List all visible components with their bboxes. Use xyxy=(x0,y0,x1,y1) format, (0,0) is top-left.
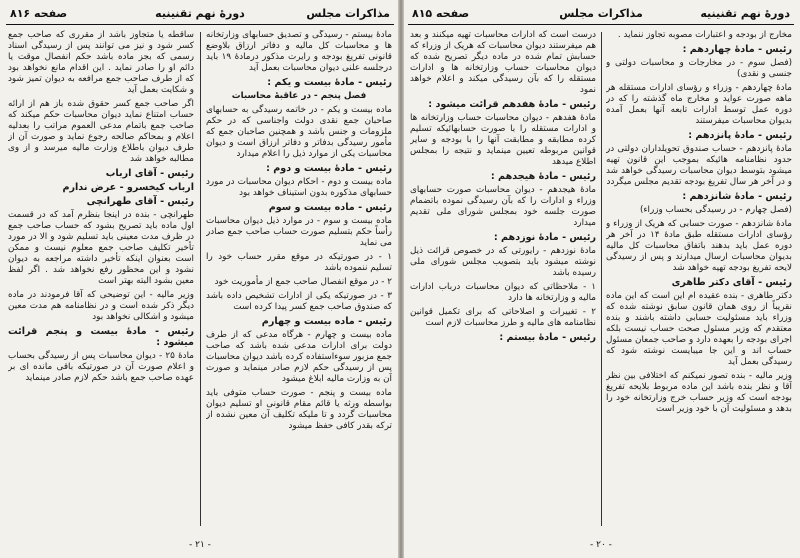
page-footer-number: - ۲۱ - xyxy=(189,540,211,550)
paragraph: ماده بیست و یکم - در خاتمه رسیدگی به حسابهای صاحبان جمع نقدی دولت واجناسی که در حکم ملزومات و جنس باشد و همچنین صاحبان جمع که مأمور رسیدگی بدفاتر و دفاتر ارزاق است و دیوان محاسبات یکی از موارد ذیل را اعلام میدارد xyxy=(206,105,392,159)
speaker-label: رئیس - مادهٔ چهاردهم : xyxy=(682,44,792,55)
paragraph: مادهٔ چهاردهم - وزراء و رؤسای ادارات مستقله هر ماهه صورت عواید و مخارج ماه گذشته را که در دوره عمل توسط ادارات تابعه آنها بعمل آمده بدیوان محاسبات میفرستند xyxy=(606,83,792,126)
header-page-number: صفحه ۸۱۶ xyxy=(10,7,68,20)
column-divider xyxy=(601,32,602,526)
speaker-label: رئیس - آقای طهرانچی xyxy=(86,196,194,207)
paragraph: ۱ - ملاحظاتی که دیوان محاسبات درباب ادارات مالیه و وزارتخانه ها دارد xyxy=(410,282,596,303)
speaker-label: رئیس - آقای ارباب xyxy=(105,168,194,179)
speaker-label: رئیس - مادهٔ پانزدهم : xyxy=(688,130,792,141)
header-page-number: صفحه ۸۱۵ xyxy=(412,7,470,20)
header-title: مذاکرات مجلس xyxy=(559,7,643,20)
paragraph: ماده بیست و پنجم - صورت حساب متوفی باید بواسطه ورثه یا قائم مقام قانونی او تسلیم دیوان محاسبات گردد و تا ملیکه تکلیف آن معین نشده از ترکه بقدر کافی حفظ میشود xyxy=(206,388,392,431)
left-page xyxy=(6,6,394,554)
book-spine xyxy=(398,0,404,558)
paragraph: ۳ - در صورتیکه یکی از ادارات تشخیص داده باشد که صندوق صاحب جمع کسر پیدا کرده است xyxy=(206,291,392,312)
paragraph: مادهٔ هفدهم - دیوان محاسبات حساب وزارتخانه ها و ادارات مستقله را با صورت حسابهائیکه تسلیم کرده مطابقه و مطابقت آنها را با بودجه و سایر قوانین مربوطه تعیین مینماید و نتیجه را بمجلس اطلاع میدهد xyxy=(410,113,596,167)
speaker-label: رئیس - آقای دکتر طاهری xyxy=(671,277,792,288)
paragraph: دکتر طاهری - بنده عقیده ام این است که این ماده نقریباً از روی همان قانون سابق نوشته شده که وزراء باید مسئولیت حسابی داشته باشند و بنده معتقدم که وزیر مسئول صحت حساب نیست بلکه اجرای بودجه را بعهده دارد و صاحب جمعان مسئول حساب اند و این جا میبایست نوشته شود که رسیدگی بعمل آید xyxy=(606,291,792,367)
page-header xyxy=(408,6,794,25)
column-left xyxy=(8,30,194,528)
right-page xyxy=(408,6,794,554)
speaker-label: رئیس - مادهٔ بیست و یکم : xyxy=(267,77,392,88)
paragraph: مادهٔ نوزدهم - رایورتی که در خصوص قرائت ذیل نوشته میشود باید بتصویب مجلس شورای ملی رسیده باشد xyxy=(410,246,596,278)
speaker-label: رئیس - مادهٔ شانزدهم : xyxy=(682,191,792,202)
column-right xyxy=(206,30,392,528)
paragraph: مادهٔ شانزدهم - صورت حسابی که هریک از وزراء و رؤسای ادارات مستقله طبق مادهٔ ۱۴ در آخر هر دوره عمل باید بدهند باتفاق محاسبات کل مالیه بدیوان محاسبات ارسال میدارند و پس از رسیدگی لایحه تفریغ بودجه تهیه خواهد شد xyxy=(606,219,792,273)
paragraph: مادهٔ بیستم - رسیدگی و تصدیق حسابهای وزارتخانه ها و محاسبات کل مالیه و دفاتر ارزاق بلاوضع قانونی تفریغ بودجه و رایرت مذکور درمادهٔ ۱۹ باید درجلسه علنی دیوان محاسبات بعمل آید xyxy=(206,30,392,73)
paragraph: ۲ - در موقع انفصال صاحب جمع از مأموریت خود xyxy=(214,277,392,287)
paragraph: مادهٔ پانزدهم - حساب صندوق تحویلداران دولتی در حدود نظامنامه هائیکه بموجب این قانون تهیه میشود بتوسط دیوان محاسبات رسیدگی خواهد شد و در آخر هر سال تفریغ بودجه تقدیم مجلس میگردد xyxy=(606,144,792,187)
header-session: دورهٔ نهم تقنینیه xyxy=(155,7,245,20)
speaker-label: رئیس - مادهٔ هفدهم قرائت میشود : xyxy=(428,99,596,110)
paragraph: ساقطه یا متجاوز باشد از مقرری که صاحب جمع کسر شود و نیز می توانند پس از رسیدگی اسناد رسمی که بجز ماده باشد حکم انفصال موقت یا دائم او را صادر نماید . این اقدام مانع نخواهد بود که از طرف صاحب جمع مرافعه به دیوان تمیز شود و شکایت بعمل آید xyxy=(8,30,194,95)
speaker-label: ارباب کیخسرو - عرض ندارم xyxy=(62,182,194,193)
paragraph: طهرانچی - بنده در اینجا بنظرم آمد که در قسمت اول ماده باید تصریح بشود که حساب صاحب جمع در ظرف مدت معینی باید تسلیم شود و الا در مورد تأخیر تکلیف صاحب جمع معلوم نیست و ممکن است بعنوان اینکه تأخیر داشته مراجعه به دیوان نشود و این محظور رفع نخواهد شد . اگر لفظ معین بشود البته بهتر است xyxy=(8,210,194,286)
column-divider xyxy=(200,32,201,526)
speaker-label: رئیس - مادهٔ نوزدهم : xyxy=(493,232,596,243)
header-title: مذاکرات مجلس xyxy=(306,7,390,20)
text-columns xyxy=(408,30,794,528)
paragraph: ۲ - تغییرات و اصلاحاتی که برای تکمیل قوانین نظامنامه های مالیه و طرز محاسبات لازم است xyxy=(410,307,596,328)
paragraph: وزیر مالیه - این توضیحی که آقا فرمودند در ماده دیگر ذکر شده است و در نظامنامه هم مدت معین میشود و اشکالی نخواهد بود xyxy=(8,290,194,322)
paragraph: اگر صاحب جمع کسر حقوق شده باز هم از ارائه حساب امتناع نماید دیوان محاسبات حکم میکند که صاحب جمع باتمام مدعی العموم مراتب را بعدلیه اعلام و بمحاکم صالحه رجوع نماید و صورت آن از طرف دیوان باطلاع وزارت مالیه میرسد و از وی مطالبه خواهد شد xyxy=(8,99,194,164)
text-columns xyxy=(6,30,394,528)
column-right xyxy=(606,30,792,528)
speaker-label: رئیس - مادهٔ بیست و پنجم قرائت میشود : xyxy=(8,326,194,348)
speaker-label: رئیس - ماده بیست و سوم xyxy=(268,202,392,213)
speaker-label: رئیس - مادهٔ بیستم : xyxy=(499,332,596,343)
paragraph: درست است که ادارات محاسبات تهیه میکنند و بعد هم میفرستند دیوان محاسبات که هریک از وزراء که حسابش تمام شده در ماده دیگر تصریح شده که دیوان محاسبات حساب وزارتخانه ها و ادارات مستقله را که بآن رسیدگی میکند و اعلام خواهد نمود xyxy=(410,30,596,95)
paragraph: ماده بیست و چهارم - هرگاه مدعی که از طرف دولت برای ادارات مدعی شده باشد که صاحب جمع مزبور سوءاستفاده کرده باشد دیوان محاسبات پس از رسیدگی حکم لازم صادر مینماید و صورت آن به وزارت مالیه ابلاغ میشود xyxy=(206,330,392,384)
paragraph: مادهٔ ۲۵ - دیوان محاسبات پس از رسیدگی بحساب و اعلام صورت آن در صورتیکه باقی مانده ای بر عهده صاحب جمع باشد حکم لازم صادر مینماید xyxy=(8,351,194,383)
paragraph: مادهٔ هیجدهم - دیوان محاسبات صورت حسابهای وزراء و ادارات را که بآن رسیدگی نموده باتضمام صورت جلسه خود بمجلس شورای ملی تقدیم میدارد xyxy=(410,185,596,228)
column-left xyxy=(410,30,596,528)
page-header xyxy=(6,6,394,25)
paragraph: مخارج از بودجه و اعتبارات مصوبه تجاوز ننماید . xyxy=(617,30,792,40)
paragraph: (فصل چهارم - در رسیدگی بحساب وزراء) xyxy=(639,205,792,215)
paragraph: وزیر مالیه - بنده تصور نمیکنم که اختلافی بین نظر آقا و نظر بنده باشد این ماده مربوط بلایحه تفریغ بودجه است که وزیر حساب خرج وزارتخانه خود را بدهد و مسئولیت آن با خود وزیر است xyxy=(606,371,792,414)
speaker-label: رئیس - مادهٔ هیجدهم : xyxy=(490,171,596,182)
paragraph: (فصل سوم - در مخارجات و محاسبات دولتی و جنسی و نقدی) xyxy=(606,58,792,79)
paragraph: ماده بیست و سوم - در موارد ذیل دیوان محاسبات رأساً حکم بتسلیم صورت حساب صاحب جمع صادر می نماید xyxy=(206,216,392,248)
speaker-label: رئیس - ماده بیست و چهارم xyxy=(261,316,392,327)
paragraph: فصل پنجم - در عاقبهٔ محاسبات xyxy=(231,91,367,101)
header-session: دورهٔ نهم تقنینیه xyxy=(700,7,790,20)
speaker-label: رئیس - مادهٔ بیست و دوم : xyxy=(266,163,392,174)
paragraph: ۱ - در صورتیکه در موقع مقرر حساب خود را تسلیم ننموده باشد xyxy=(206,252,392,273)
paragraph: ماده بیست و دوم - احکام دیوان محاسبات در مورد حسابهای مذکوره بدون استیناف خواهد بود xyxy=(206,177,392,198)
page-footer-number: - ۲۰ - xyxy=(590,540,612,550)
